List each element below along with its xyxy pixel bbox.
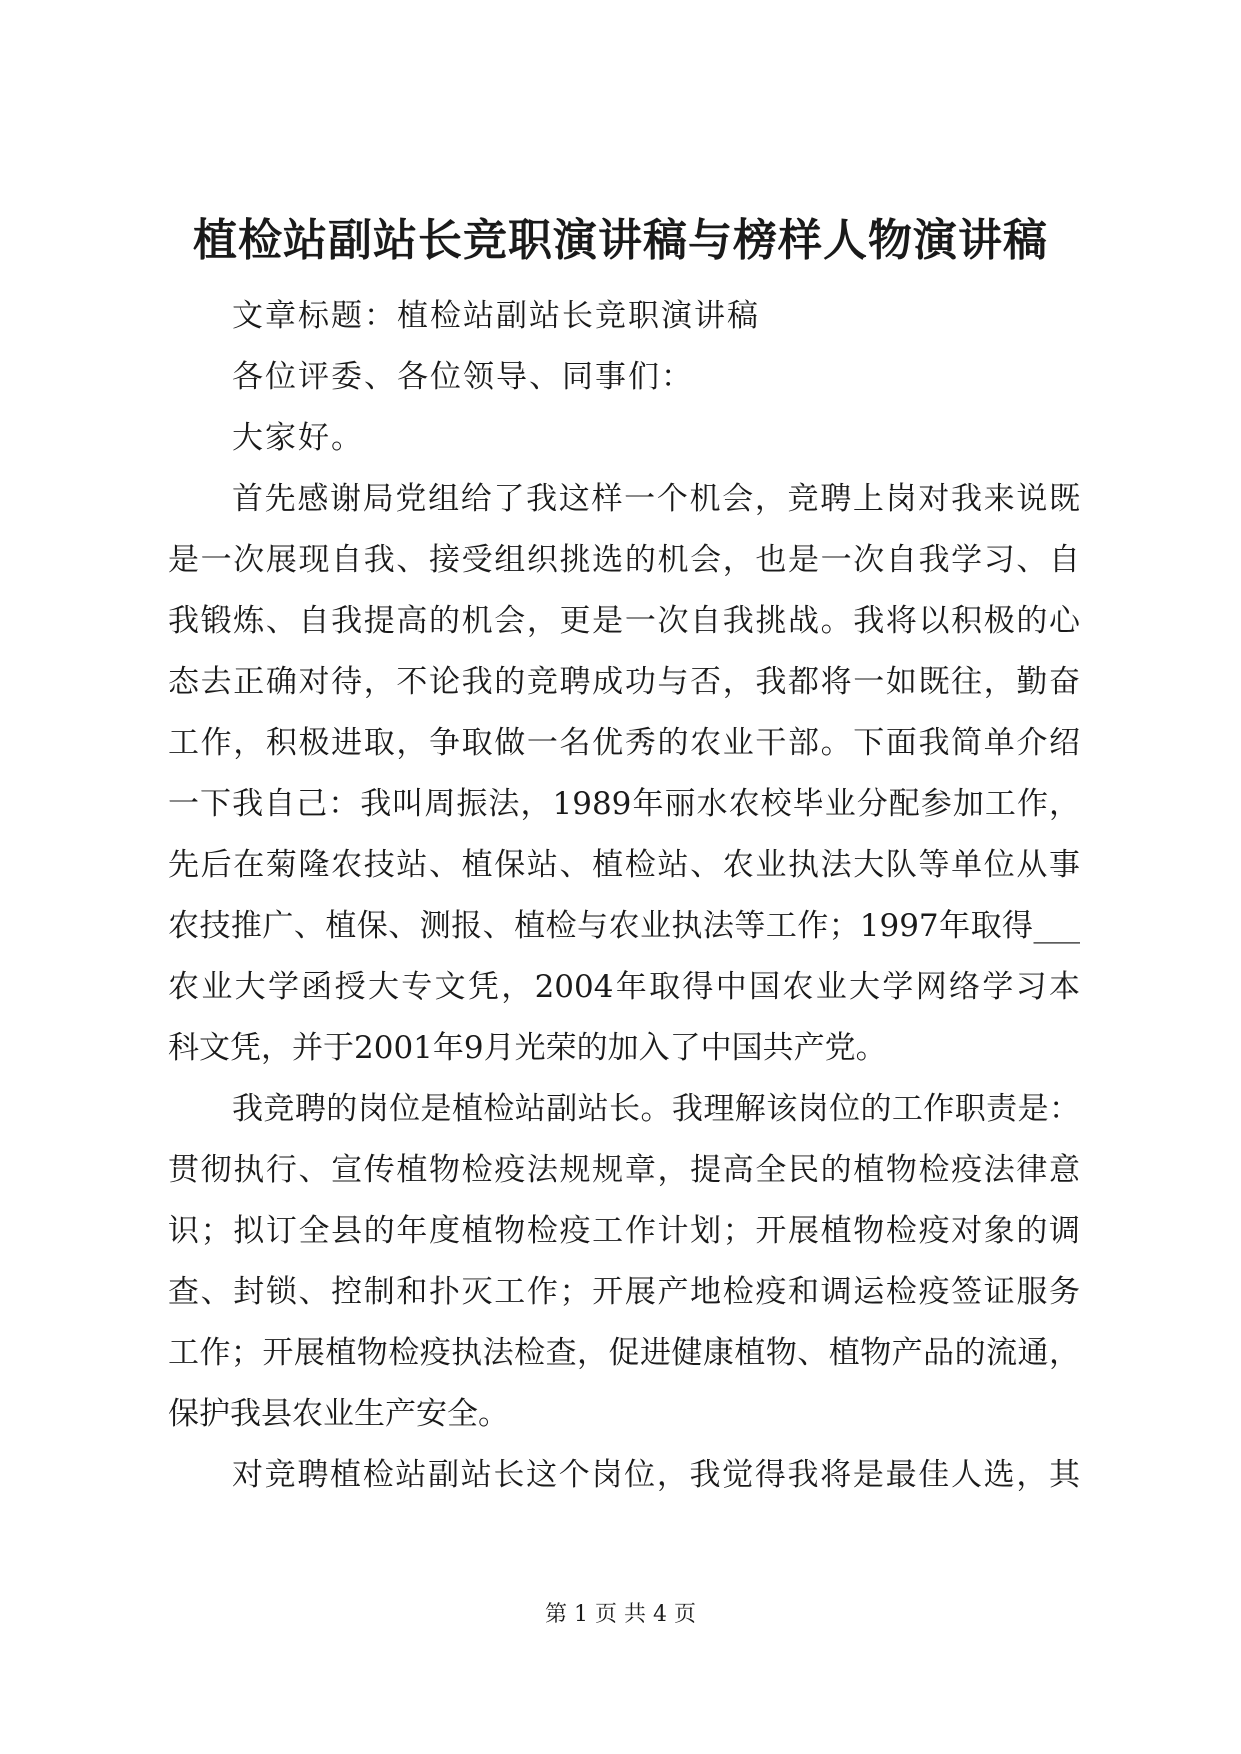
text-line: 工作，积极进取，争取做一名优秀的农业干部。下面我简单介绍 (168, 725, 1080, 761)
article-title-line: 文章标题：植检站副站长竞职演讲稿 (232, 298, 760, 334)
text-line: 科文凭，并于2001年9月光荣的加入了中国共产党。 (168, 1030, 887, 1066)
text-line: 我竞聘的岗位是植检站副站长。我理解该岗位的工作职责是： (232, 1091, 1080, 1127)
page-number-footer: 第 1 页 共 4 页 (545, 1602, 696, 1627)
text-line: 对竞聘植检站副站长这个岗位，我觉得我将是最佳人选，其 (232, 1457, 1080, 1493)
greeting-line: 各位评委、各位领导、同事们： (232, 359, 694, 395)
text-line: 查、封锁、控制和扑灭工作；开展产地检疫和调运检疫签证服务 (168, 1274, 1080, 1310)
paragraph-candidacy (168, 1445, 1080, 1506)
hello-line: 大家好。 (232, 420, 364, 456)
text-line: 首先感谢局党组给了我这样一个机会，竞聘上岗对我来说既 (232, 481, 1080, 517)
document-body (168, 286, 1080, 1506)
text-line: 一下我自己：我叫周振法，1989年丽水农校毕业分配参加工作， (168, 786, 1080, 822)
text-line: 态去正确对待，不论我的竞聘成功与否，我都将一如既往，勤奋 (168, 664, 1080, 700)
text-line: 先后在菊隆农技站、植保站、植检站、农业执法大队等单位从事 (168, 847, 1080, 883)
text-line: 保护我县农业生产安全。 (168, 1396, 509, 1432)
paragraph-introduction (168, 469, 1080, 1079)
text-line: 农技推广、植保、测报、植检与农业执法等工作；1997年取得___ (168, 908, 1080, 944)
document-title: 植检站副站长竞职演讲稿与榜样人物演讲稿 (193, 215, 1048, 266)
text-line: 识；拟订全县的年度植物检疫工作计划；开展植物检疫对象的调 (168, 1213, 1080, 1249)
text-line: 是一次展现自我、接受组织挑选的机会，也是一次自我学习、自 (168, 542, 1080, 578)
text-line: 工作；开展植物检疫执法检查，促进健康植物、植物产品的流通， (168, 1335, 1080, 1371)
paragraph-job-duties (168, 1079, 1080, 1445)
text-line: 我锻炼、自我提高的机会，更是一次自我挑战。我将以积极的心 (168, 603, 1080, 639)
text-line: 贯彻执行、宣传植物检疫法规规章，提高全民的植物检疫法律意 (168, 1152, 1080, 1188)
text-line: 农业大学函授大专文凭，2004年取得中国农业大学网络学习本 (168, 969, 1080, 1005)
